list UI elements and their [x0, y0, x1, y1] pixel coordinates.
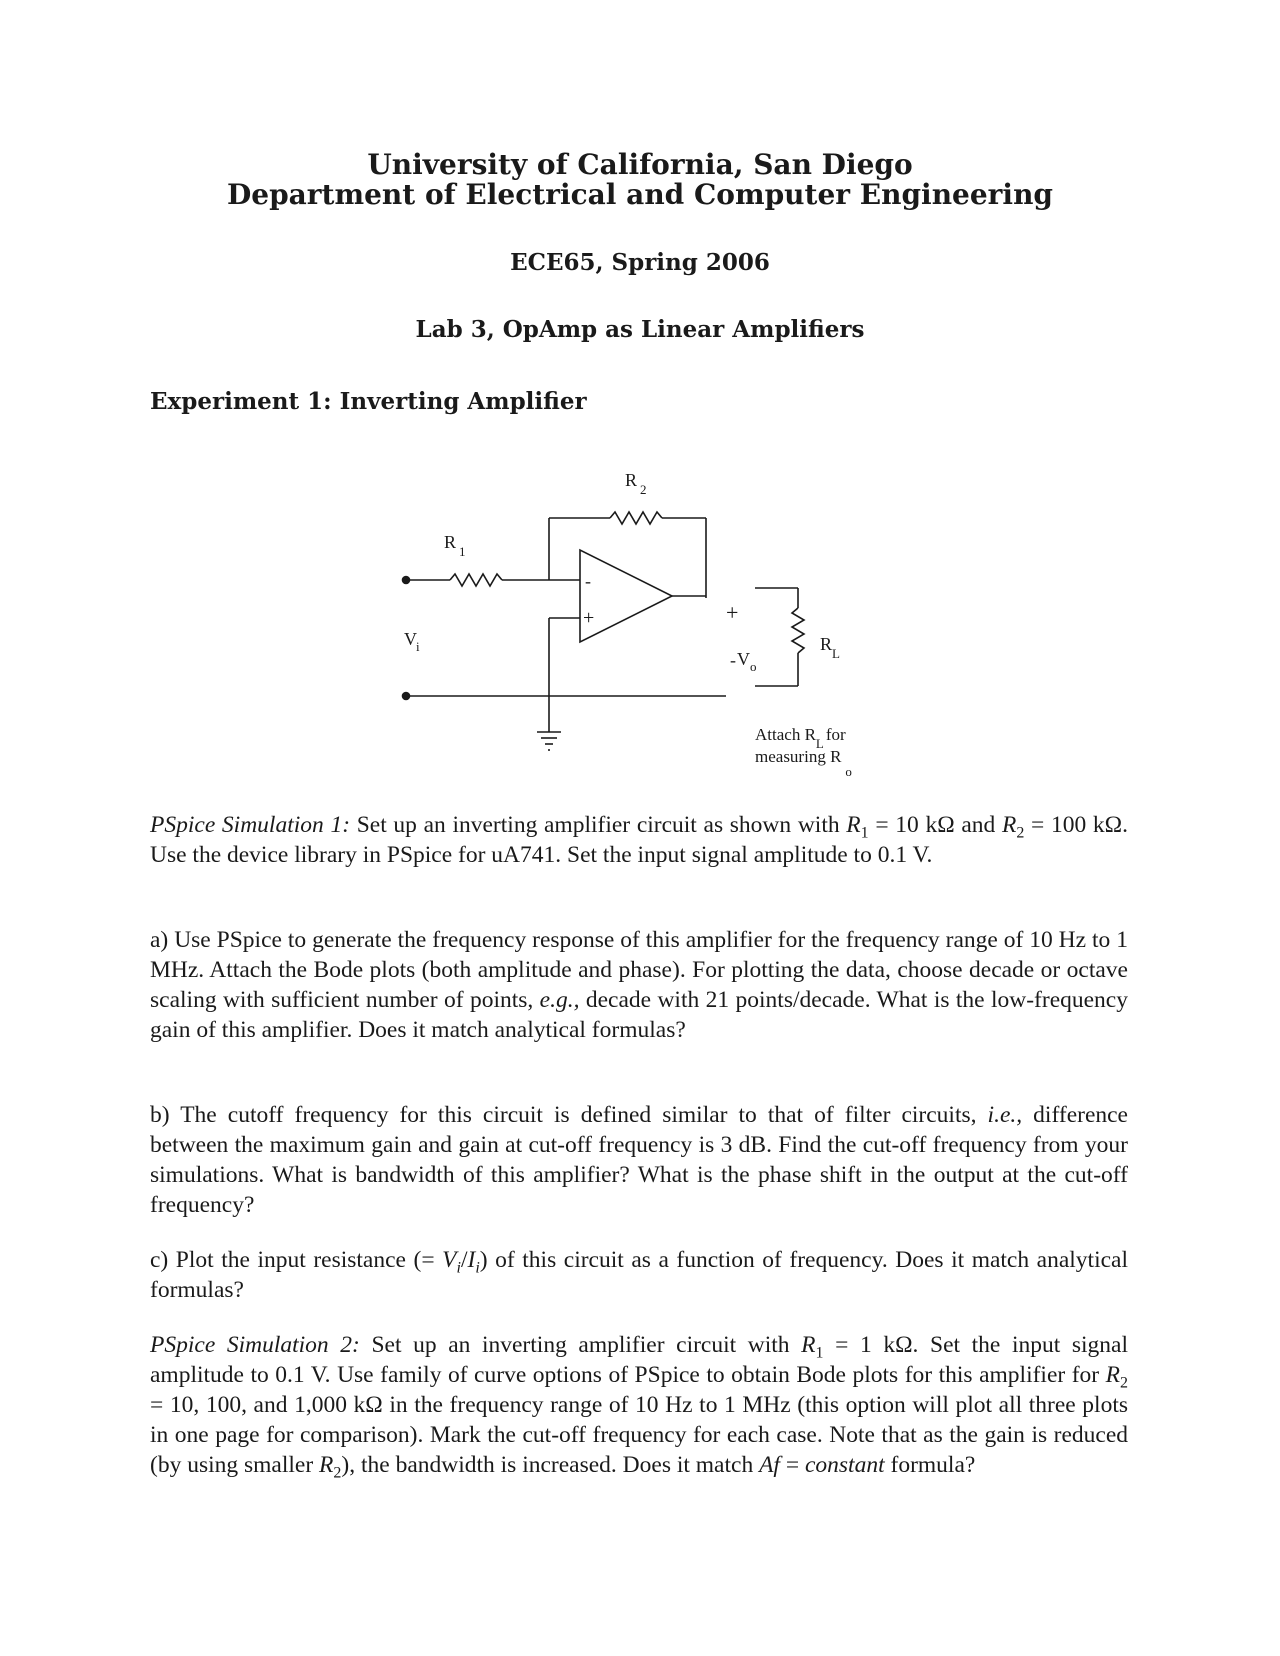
sim1-eq1: = 10 kΩ and — [868, 812, 1002, 838]
output-minus-sign: - — [730, 650, 736, 670]
experiment-heading: Experiment 1: Inverting Amplifier — [150, 388, 587, 415]
r1-resistor — [450, 574, 502, 586]
part-c-text-end: ) of this circuit as a function of frequency. Does it match analytical formulas? — [150, 1247, 1128, 1303]
r1-subscript: 1 — [459, 544, 466, 559]
part-b-text: b) The cutoff frequency for this circuit is defined similar to that of filter circuits, — [150, 1102, 988, 1128]
sim1-label: PSpice Simulation 1: — [150, 812, 351, 838]
department-title: Department of Electrical and Computer Engineering — [226, 178, 1053, 211]
part-a-eg: e.g., — [539, 987, 580, 1013]
course-title: ECE65, Spring 2006 — [510, 249, 770, 276]
sim2-label: PSpice Simulation 2: — [150, 1332, 360, 1358]
part-b-paragraph — [150, 1100, 1128, 1220]
rl-subscript: L — [832, 646, 840, 661]
vi-subscript: i — [416, 639, 420, 654]
part-a-text-end: decade with 21 points/decade. What is the low-frequency gain of this amplifier. Does it match analytical formulas? — [150, 987, 1128, 1043]
part-a-paragraph — [150, 925, 1128, 1045]
note-ro-subscript: o — [845, 764, 852, 779]
r2-subscript: 2 — [640, 482, 647, 497]
vo-label: V — [737, 649, 750, 669]
university-title: University of California, San Diego — [367, 148, 913, 181]
sim2-text: Set up an inverting amplifier circuit with — [359, 1332, 802, 1358]
sim2-text-c: formula? — [884, 1452, 976, 1478]
sim1-text: Set up an inverting amplifier circuit as shown with — [350, 812, 847, 838]
lab-title: Lab 3, OpAmp as Linear Amplifiers — [415, 316, 865, 343]
sim2-eq2: = 10, 100, and 1,000 kΩ in the frequency range of 10 Hz to 1 MHz (this option will plot all three plots in one page for comparison). Mark the cut-off frequency for each case. Note that as the gain is reduced (by using smaller — [150, 1392, 1128, 1478]
note-rl-subscript: L — [815, 736, 824, 751]
part-b-ie: i.e., — [987, 1102, 1023, 1128]
noninverting-input-sign: + — [583, 607, 595, 629]
vi-label: V — [404, 629, 417, 649]
part-c-vi-sub: i — [456, 1259, 461, 1277]
r1-label: R — [444, 532, 457, 552]
sim2-r2b: R — [319, 1452, 334, 1478]
ground-symbol — [537, 732, 561, 750]
sim2-text-b: ), the bandwidth is increased. Does it match — [341, 1452, 760, 1478]
sim2-r2b-sub: 2 — [333, 1464, 342, 1482]
note-line2 — [755, 747, 852, 779]
sim2-r1: R — [801, 1332, 816, 1358]
sim1-eq2: = 100 kΩ. Use the device library in PSpice for uA741. Set the input signal amplitude to 0.1 V. — [150, 812, 1128, 868]
inverting-amplifier-circuit — [380, 470, 900, 790]
sim2-eq1: = 1 kΩ. Set the input signal amplitude to 0.1 V. Use family of curve options of PSpice to obtain Bode plots for this amplifier for — [150, 1332, 1128, 1388]
sim1-r2: R — [1001, 812, 1017, 838]
sim1-r1-sub: 1 — [860, 824, 869, 842]
part-c-text: c) Plot the input resistance (= — [150, 1247, 443, 1273]
sim2-eq3: = — [779, 1452, 805, 1478]
r2-resistor — [610, 512, 662, 524]
sim2-r2: R — [1105, 1362, 1120, 1388]
note-measuring-text: measuring R — [755, 747, 842, 766]
r2-label: R — [625, 470, 638, 490]
rl-label: R — [820, 634, 833, 654]
part-b-text-end: difference between the maximum gain and gain at cut-off frequency is 3 dB. Find the cut-off frequency from your simulations. What is bandwidth of this amplifier? What is the phase shift in the output at the cut-off frequency? — [150, 1102, 1128, 1218]
sim1-paragraph — [150, 810, 1128, 870]
sim2-r1-sub: 1 — [815, 1344, 824, 1362]
part-c-vi: V — [442, 1247, 457, 1273]
note-for-text: for — [825, 725, 846, 744]
part-c-ii: I — [467, 1247, 476, 1273]
sim2-r2-sub: 2 — [1120, 1374, 1128, 1392]
sim1-r2-sub: 2 — [1016, 824, 1025, 842]
part-a-text: a) Use PSpice to generate the frequency response of this amplifier for the frequency range of 10 Hz to 1 MHz. Attach the Bode plots (both amplitude and phase). For plotting the data, choose decade or octave scaling with sufficient number of points, — [150, 927, 1128, 1013]
sim2-paragraph — [150, 1330, 1128, 1480]
part-c-slash: / — [460, 1247, 468, 1273]
sim2-constant: constant — [804, 1452, 885, 1478]
sim2-af: Af — [759, 1452, 780, 1478]
vo-subscript: o — [750, 659, 757, 674]
part-c-ii-sub: i — [475, 1259, 480, 1277]
part-c-paragraph — [150, 1245, 1128, 1305]
sim1-r1: R — [846, 812, 861, 838]
output-plus-sign: + — [726, 600, 739, 625]
inverting-input-sign: - — [585, 571, 591, 591]
rl-resistor — [792, 608, 804, 653]
note-attach-text: Attach R — [755, 725, 816, 744]
